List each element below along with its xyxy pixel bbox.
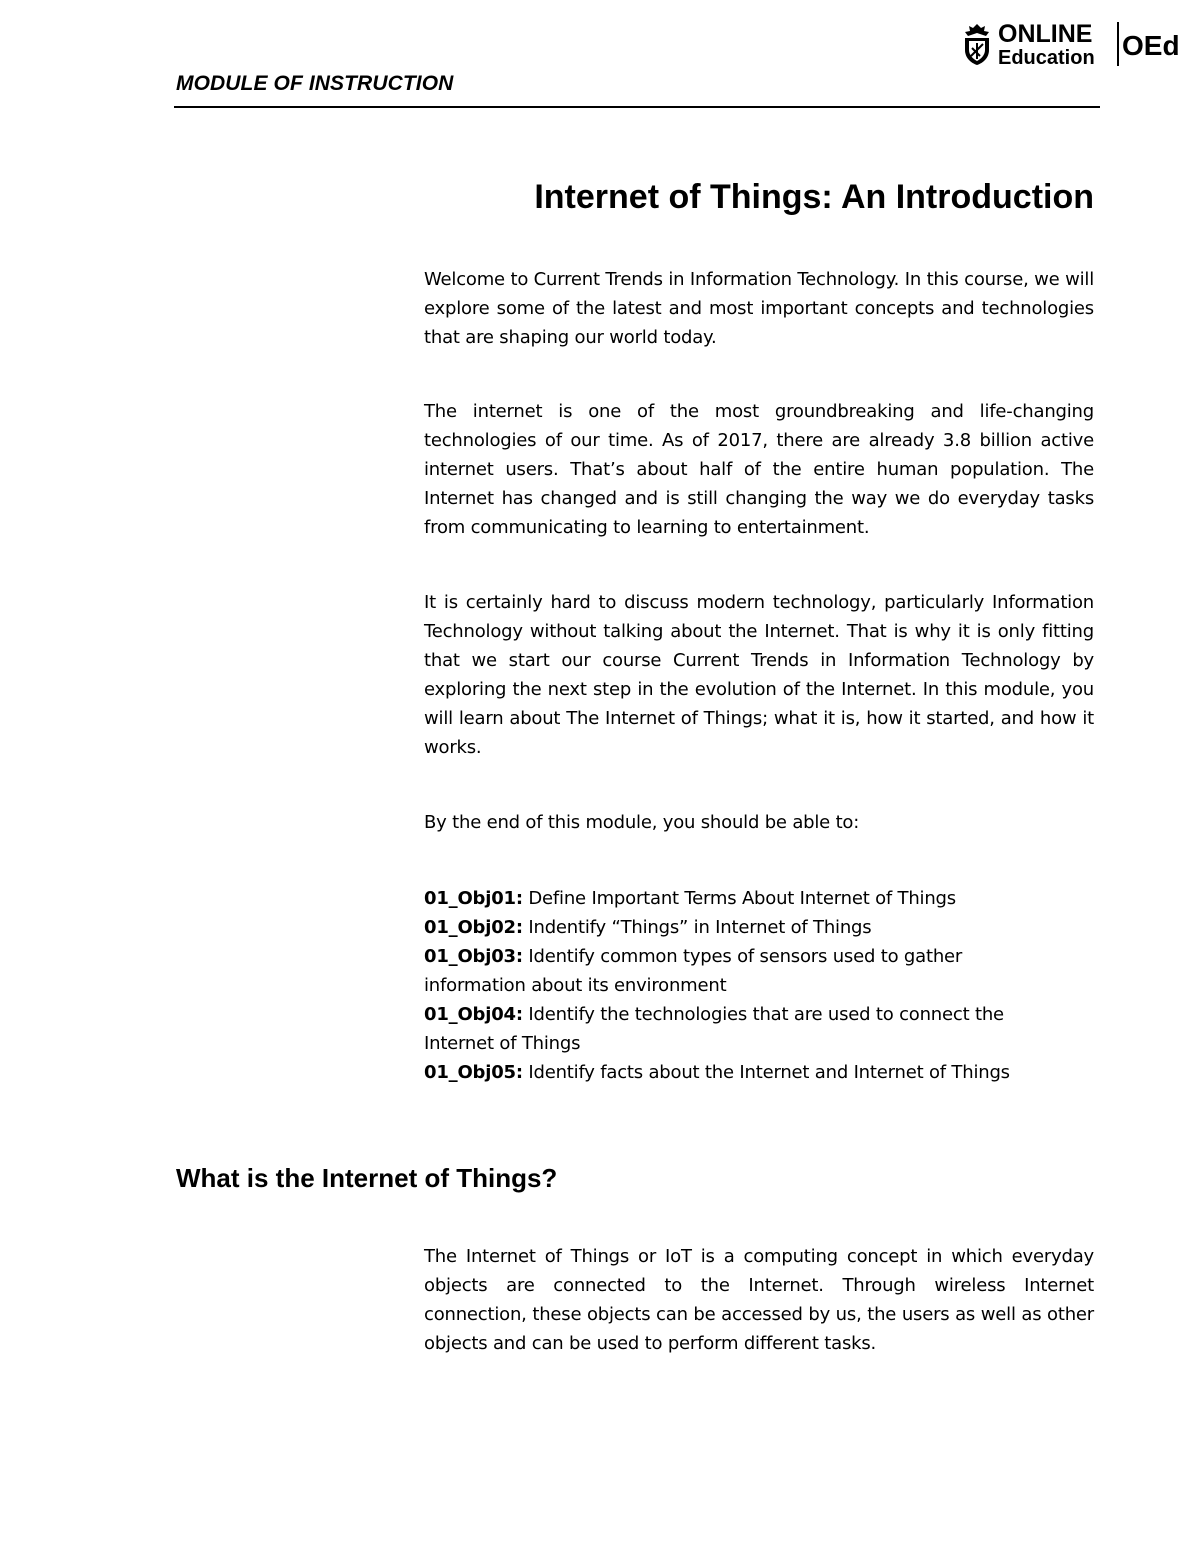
logo-divider (1117, 22, 1119, 66)
online-education-logo (962, 18, 1190, 68)
logo-line-online: ONLINE (998, 20, 1093, 48)
page-title: Internet of Things: An Introduction (534, 178, 1094, 216)
objective-code: 01_Obj01: (424, 888, 523, 909)
objective-code: 01_Obj02: (424, 917, 523, 938)
oed-mark (1122, 26, 1188, 62)
online-education-wordmark (996, 18, 1116, 68)
header-rule (174, 106, 1100, 108)
logo-mark-text: OEd (1122, 30, 1180, 61)
objective-item (424, 884, 1094, 913)
objective-text: Identify facts about the Internet and Internet of Things (522, 1062, 1010, 1083)
objective-text: Define Important Terms About Internet of Things (522, 888, 956, 909)
objective-item (424, 1000, 1054, 1058)
objective-code: 01_Obj03: (424, 946, 523, 967)
section-heading: What is the Internet of Things? (176, 1163, 558, 1193)
objective-item (424, 1058, 1094, 1087)
intro-paragraph: It is certainly hard to discuss modern technology, particularly Information Technology without talking about the Internet. That is why it is only fitting that we start our course Current Trends in Information Technology by exploring the next step in the evolution of the Internet. In this module, you will learn about The Internet of Things; what it is, how it started, and how it works. (424, 592, 1094, 758)
logo-line-education: Education (998, 47, 1095, 68)
objective-item (424, 942, 1009, 1000)
intro-paragraph: Welcome to Current Trends in Information Technology. In this course, we will explore some of the latest and most important concepts and technologies that are shaping our world today. (424, 269, 1094, 348)
objectives-lead-in: By the end of this module, you should be able to: (424, 812, 860, 833)
objective-text: Identify common types of sensors used to gather information about its environment (424, 946, 963, 996)
objective-item (424, 913, 1094, 942)
objective-code: 01_Obj05: (424, 1062, 523, 1083)
objective-text: Indentify “Things” in Internet of Things (522, 917, 872, 938)
objective-code: 01_Obj04: (424, 1004, 523, 1025)
section-paragraph: The Internet of Things or IoT is a computing concept in which everyday objects are connected to the Internet. Through wireless Internet connection, these objects can be accessed by us, the users as well as other objects and can be used to perform different tasks. (424, 1246, 1094, 1354)
intro-paragraph: The internet is one of the most groundbreaking and life-changing technologies of our time. As of 2017, there are already 3.8 billion active internet users. That’s about half of the entire human population. The Internet has changed and is still changing the way we do everyday tasks from communicating to learning to entertainment. (424, 401, 1094, 538)
objectives-list (424, 884, 1094, 1087)
school-seal-icon (962, 22, 992, 66)
module-label: MODULE OF INSTRUCTION (176, 72, 454, 95)
objective-text: Identify the technologies that are used to connect the Internet of Things (424, 1004, 1004, 1054)
